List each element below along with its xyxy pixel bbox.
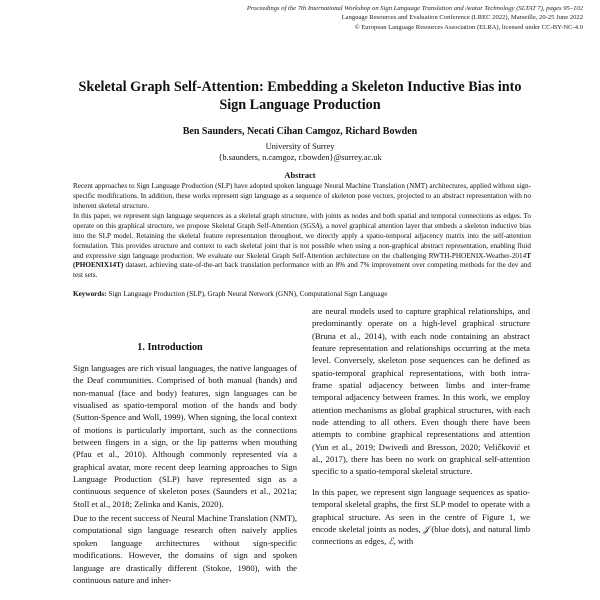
author-emails: {b.saunders, n.camgoz, r.bowden}@surrey.ac.uk xyxy=(218,153,382,162)
keywords xyxy=(73,290,531,300)
intro-paragraph-2: Due to the recent success of Neural Machine Translation (NMT), computational sign language research often naively applies spoken language architectures without sign-specific modifications. However, the domains of sign and spoken language are drastically different (Stokoe, 1980), with the continuous nature and inher- xyxy=(73,513,297,585)
paper-title xyxy=(40,78,560,114)
keywords-text: Sign Language Production (SLP), Graph Neural Network (GNN), Computational Sign Language xyxy=(106,290,388,298)
dataset-name: T (PHOENIX14T) xyxy=(73,251,531,270)
abstract-body xyxy=(73,182,531,282)
intro-paragraph-4: In this paper, we represent sign language sequences as spatio-temporal skeletal graphs, the first SLP model to operate with a graphical structure. As seen in the centre of Figure 1, we encode skeletal joints as nodes, 𝒥 (blue dots), and natural limb connections as edges, ℰ, with xyxy=(312,486,531,547)
intro-paragraph-1: Sign languages are rich visual languages, the native languages of the Deaf communities. Comprised of both manual (hands) and non-manual (face and body) features, sign languages can be visualised as spatio-temporal motion of the hands and body (Sutton-Spence and Woll, 1999). When signing, the local context of motions is particularly important, such as the connections between fingers in a sign, or the lip patterns when mouthing (Pfau et al., 2010). Although commonly represented via a graphical avatar, more recent deep learning approaches to Sign Language Production (SLP) have represented sign as a continuous sequence of skeleton poses (Saunders et al., 2021a; Stoll et al., 2018; Zelinka and Kanis, 2020). xyxy=(73,363,297,509)
university: University of Surrey xyxy=(265,142,335,151)
header-line-3: © European Language Resources Association (ELRA), licensed under CC-BY-NC-4.0 xyxy=(354,23,583,31)
header-line-1: Proceedings of the 7th International Workshop on Sign Language Translation and Avatar Technology (SLTAT 7), pages 95–102 xyxy=(246,5,583,12)
left-column xyxy=(73,362,297,586)
abstract-paragraph-2: In this paper, we represent sign language sequences as a skeletal graph structure, with joints as nodes and both spatial and temporal connections as edges. To operate on this graphical structure, we propose Skeletal Graph Self-Attention (SGSA), a novel graphical attention layer that embeds a skeleton inductive bias into the SLP model. Retaining the skeletal feature representation throughout, we directly apply a spatio-temporal adjacency matrix into the self-attention formulation. This provides structure and context to each skeletal joint that is not possible when using a non-graphical abstract representation, enabling fluid and expressive sign language production. We evaluate our Skeletal Graph Self-Attention architecture on the challenging RWTH-PHOENIX-Weather-2014T (PHOENIX14T) dataset, achieving state-of-the-art back translation performance with an 8% and 7% improvement over competing methods for the dev and test sets. xyxy=(73,212,531,280)
authors: Ben Saunders, Necati Cihan Camgoz, Richard Bowden xyxy=(182,126,418,137)
affiliation xyxy=(40,141,560,163)
title-line-2: Sign Language Production xyxy=(219,97,381,113)
keywords-label: Keywords: xyxy=(73,290,107,298)
title-line-1: Skeletal Graph Self-Attention: Embedding a Skeleton Inductive Bias into xyxy=(78,79,522,95)
sgsa-acronym: SGSA xyxy=(302,222,320,231)
abstract-paragraph-1: Recent approaches to Sign Language Production (SLP) have adopted spoken language Neural Machine Translation (NMT) architectures, applied without sign-specific modifications. In addition, these works represent sign language as a sequence of skeleton pose vectors, projected to an abstract representation with no inherent skeletal structure. xyxy=(73,182,531,210)
abstract-heading: Abstract xyxy=(284,171,316,180)
right-column xyxy=(312,305,530,548)
section-heading-introduction: 1. Introduction xyxy=(137,342,203,353)
proceedings-header xyxy=(83,4,583,32)
header-line-2: Language Resources and Evaluation Conference (LREC 2022), Marseille, 20-25 June 2022 xyxy=(341,14,583,22)
intro-paragraph-3: are neural models used to capture graphical relationships, and predominantly operate on a high-level graphical structure (Bruna et al., 2014), with each node containing an abstract feature representation and relationships occurring at the meta level. Conversely, skeleton pose sequences can be defined as spatio-temporal graphical representations, with both intra-frame spatial adjacency between limbs and inter-frame temporal adjacency between frames. In this work, we employ attention mechanisms as global graphical structures, with each node attending to all others. Even though there have been attempts to combine graphical representations and attention (Yun et al., 2019; Dwivedi and Bresson, 2020; Veličković et al., 2017), there has been no work on graphical self-attention specific to a spatio-temporal skeletal structure. xyxy=(312,306,530,477)
